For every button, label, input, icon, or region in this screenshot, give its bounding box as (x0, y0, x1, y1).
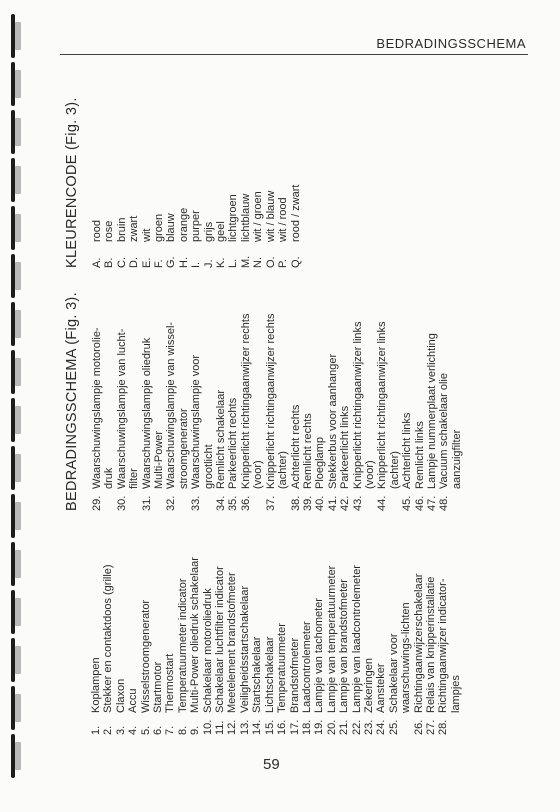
list-item (302, 313, 314, 511)
binding-ring (8, 638, 22, 682)
item-text: Waarschuwingslampje motorolie-druk (91, 327, 116, 489)
item-text: orange (177, 207, 190, 242)
item-number: 11. (214, 720, 227, 735)
item-text: Zekeringen (362, 657, 375, 713)
list-item (116, 313, 141, 511)
item-text: Lampje van temperatuurmeter (325, 565, 338, 713)
item-text: Knipperlicht richtingaanwijzer rechts (achter) (264, 313, 290, 489)
item-number: 39. (301, 495, 314, 511)
list-item (91, 313, 116, 511)
item-text: Richtingaanwijzerschakelaar (412, 573, 425, 713)
item-text: Aansteker (375, 663, 388, 713)
item-number: 3. (114, 725, 127, 735)
item-text: lichtblauw (239, 193, 252, 242)
list-item (252, 68, 264, 268)
list-item (203, 68, 215, 268)
item-number: A. (91, 257, 103, 268)
item-text: Knipperlicht richtingaanwijzer rechts (voor) (239, 313, 265, 489)
item-number: I. (190, 261, 203, 268)
item-text: Schakelaar voor waarschuwings-lichten (387, 602, 413, 713)
item-number: 12. (226, 719, 239, 735)
color-code-heading: KLEURENCODE (Fig. 3). (64, 97, 80, 268)
item-number: 7. (164, 725, 177, 735)
item-number: P. (277, 259, 290, 268)
list-item (313, 555, 325, 735)
item-text: Achterlicht links (401, 412, 414, 489)
binding-ring (8, 590, 22, 634)
item-number: 38. (289, 495, 302, 511)
spiral-binding (8, 0, 24, 812)
component-list-2-column (64, 292, 463, 511)
item-text: Knipperlicht richtingaanwijzer links (voor) (351, 321, 376, 489)
item-text: wit / rood (277, 197, 290, 242)
item-text: Startmotor (152, 661, 165, 713)
list-item (239, 555, 251, 735)
list-item (290, 68, 302, 268)
list-item (226, 555, 238, 735)
item-number: 4. (127, 725, 140, 735)
binding-ring (8, 398, 22, 442)
item-number: 30. (115, 495, 128, 511)
list-item (190, 313, 215, 511)
binding-ring (8, 542, 22, 586)
item-text: Ploeglamp (314, 437, 327, 489)
list-item (437, 555, 462, 735)
item-text: Claxon (114, 678, 127, 713)
list-item (215, 313, 227, 511)
item-number: M. (239, 255, 252, 268)
item-text: Remlicht rechts (301, 413, 314, 489)
item-number: 14. (251, 719, 264, 735)
item-text: Knipperlicht richtingaanwijzer links (achter) (376, 321, 401, 489)
item-number: 23. (362, 719, 375, 735)
item-number: 43. (351, 495, 364, 511)
list-item (326, 555, 338, 735)
color-code-column (64, 68, 302, 268)
component-list-2 (91, 313, 463, 511)
item-text: rood / zwart (289, 184, 302, 242)
item-text: lichtgroen (227, 194, 240, 242)
item-number: E. (140, 257, 153, 268)
list-item (289, 555, 301, 735)
item-text: blauw (165, 213, 178, 242)
color-code-list (91, 68, 302, 268)
item-text: Waarschuwingslampje voor grootlicht (190, 354, 215, 489)
item-text: Lampje van tachometer (313, 598, 326, 713)
binding-ring (8, 62, 22, 106)
item-number: 41. (326, 495, 339, 511)
list-item (276, 555, 288, 735)
list-item (413, 555, 425, 735)
list-item (189, 555, 201, 735)
binding-ring (8, 686, 22, 730)
item-number: 19. (313, 719, 326, 735)
item-text: Thermostart (164, 653, 177, 713)
item-number: Q. (289, 256, 302, 268)
item-text: Lampje van laadcontrolemeter (350, 565, 363, 713)
binding-ring (8, 206, 22, 250)
item-number: 27. (424, 719, 437, 735)
item-text: Brandstofmeter (288, 637, 301, 713)
item-text: zwart (128, 215, 141, 242)
item-text: Waarschuwingslampje van wissel-stroomgenerator (165, 321, 190, 489)
item-number: 47. (425, 495, 438, 511)
wiring-diagram-heading: BEDRADINGSSCHEMA (Fig. 3). (64, 292, 80, 511)
item-number: K. (215, 257, 228, 268)
list-item (116, 68, 128, 268)
list-item (265, 313, 290, 511)
list-item (178, 68, 190, 268)
item-text: Remlicht links (413, 421, 426, 489)
list-item (103, 68, 115, 268)
item-number: 34. (215, 495, 228, 511)
list-item (153, 68, 165, 268)
item-text: Koplampen (90, 657, 102, 713)
item-text: geel (215, 221, 228, 242)
list-item (251, 555, 263, 735)
list-item (165, 68, 177, 268)
list-item (401, 313, 413, 511)
item-text: Lampje nummerplaat verlichting (425, 333, 438, 489)
item-number: 42. (339, 495, 352, 511)
list-item (127, 555, 139, 735)
item-text: Meetelement brandstofmeter (226, 572, 239, 713)
item-text: Accu (127, 688, 140, 713)
item-number: 46. (413, 495, 426, 511)
list-item (301, 555, 313, 735)
item-number: 25. (387, 719, 400, 735)
list-item (327, 313, 339, 511)
item-number: 2. (102, 725, 115, 735)
item-number: 9. (189, 725, 202, 735)
item-number: 10. (201, 719, 214, 735)
item-text: wit / blauw (264, 190, 277, 242)
list-item (375, 555, 387, 735)
item-text: Startschakelaar (251, 636, 264, 713)
list-item (215, 68, 227, 268)
item-text: bruin (115, 217, 128, 242)
binding-ring (8, 302, 22, 346)
item-number: 8. (176, 725, 189, 735)
item-text: Wisselstroomgenerator (139, 599, 152, 713)
item-number: 15. (263, 719, 276, 735)
list-item (265, 68, 277, 268)
item-number: 20. (325, 719, 338, 735)
item-text: Vacuum schakelaar olie aanzuigfilter (438, 373, 463, 489)
item-number: 29. (91, 495, 103, 511)
item-text: rose (103, 220, 116, 242)
item-number: 35. (227, 495, 240, 511)
list-item (115, 555, 127, 735)
list-item (202, 555, 214, 735)
header-rule (60, 54, 528, 55)
binding-ring (8, 158, 22, 202)
item-text: grijs (202, 221, 215, 242)
binding-ring (8, 350, 22, 394)
list-item (141, 68, 153, 268)
item-text: Waarschuwingslampje oliedruk Multi-Power (140, 337, 166, 489)
item-number: 6. (152, 725, 165, 735)
item-text: Relais van knipperinstallatie (424, 576, 437, 713)
list-item (290, 313, 302, 511)
item-text: Parkeerlicht rechts (227, 397, 240, 489)
item-number: C. (115, 257, 128, 268)
item-text: Veiligheidsstartschakelaar (238, 585, 251, 713)
binding-ring (8, 14, 22, 58)
binding-ring (8, 446, 22, 490)
item-number: 17. (288, 719, 301, 735)
binding-ring (8, 734, 22, 778)
item-number: 22. (350, 719, 363, 735)
item-number: 36. (239, 495, 252, 511)
item-text: Lampje van brandstofmeter (338, 579, 351, 713)
item-number: B. (103, 257, 116, 268)
list-item (388, 555, 413, 735)
list-item (240, 313, 265, 511)
item-text: Stekkerbus voor aanhanger (326, 353, 339, 489)
item-text: Stekker en contaktdoos (grille) (102, 564, 115, 713)
item-number: 31. (140, 495, 153, 511)
item-number: N. (252, 257, 265, 268)
item-number: 33. (190, 495, 203, 511)
item-number: 37. (264, 495, 277, 511)
list-item (264, 555, 276, 735)
list-item (339, 313, 351, 511)
list-item (214, 555, 226, 735)
list-item (351, 555, 363, 735)
item-number: 1. (90, 725, 102, 735)
item-text: Schakelaar motoroliedruk (201, 588, 214, 713)
item-number: L. (227, 258, 240, 268)
list-item (425, 555, 437, 735)
page-number: 59 (263, 756, 280, 773)
item-number: 13. (238, 719, 251, 735)
list-item (363, 555, 375, 735)
list-item (314, 313, 326, 511)
item-number: 28. (437, 719, 450, 735)
item-text: Laadcontrolemeter (300, 621, 313, 713)
list-item (190, 68, 202, 268)
list-item (376, 313, 401, 511)
list-item (164, 555, 176, 735)
list-item (277, 68, 289, 268)
list-item (91, 68, 103, 268)
list-item (338, 555, 350, 735)
list-item (152, 555, 164, 735)
page-header-title: BEDRADINGSSCHEMA (376, 36, 526, 51)
item-text: wit (140, 228, 153, 242)
binding-ring (8, 254, 22, 298)
binding-ring (8, 494, 22, 538)
item-number: F. (153, 259, 166, 268)
item-number: 32. (165, 495, 178, 511)
list-item (128, 68, 140, 268)
item-number: G. (165, 256, 178, 268)
item-number: 44. (376, 495, 389, 511)
list-item (414, 313, 426, 511)
item-text: groen (153, 213, 166, 242)
item-number: 16. (276, 719, 289, 735)
list-item (177, 555, 189, 735)
list-item (165, 313, 190, 511)
list-item (240, 68, 252, 268)
item-text: Lichtschakelaar (263, 636, 276, 713)
list-item (141, 313, 166, 511)
item-number: H. (177, 257, 190, 268)
list-item (438, 313, 463, 511)
item-number: D. (128, 257, 141, 268)
item-text: Richtingaanwijzer indicator-lampjes (437, 578, 462, 713)
item-number: 21. (338, 719, 351, 735)
rotated-content (64, 65, 530, 735)
item-text: Multi-Power oliedruk schakelaar (189, 557, 202, 713)
item-number: J. (202, 259, 215, 268)
list-item (102, 555, 114, 735)
item-text: Temperatuurmeter indicator (176, 578, 189, 713)
item-number: 48. (438, 495, 451, 511)
item-text: wit / groen (252, 191, 265, 242)
list-item (352, 313, 377, 511)
item-number: 24. (375, 719, 388, 735)
item-number: O. (264, 256, 277, 268)
item-text: rood (91, 219, 103, 242)
list-item (426, 313, 438, 511)
item-number: 26. (412, 719, 425, 735)
list-item (140, 555, 152, 735)
item-number: 5. (139, 725, 152, 735)
binding-ring (8, 110, 22, 154)
item-number: 40. (314, 495, 327, 511)
list-item (90, 555, 102, 735)
item-number: 45. (401, 495, 414, 511)
item-text: purper (190, 210, 203, 242)
item-text: Remlicht schakelaar (215, 389, 228, 489)
item-text: Achterlicht rechts (289, 404, 302, 489)
list-item (227, 68, 239, 268)
item-text: Waarschuwingslampje van lucht-filter (115, 328, 141, 489)
component-list-1 (90, 555, 462, 735)
list-item (227, 313, 239, 511)
item-text: Parkeerlicht links (339, 405, 352, 489)
item-text: Temperatuurmeter (276, 623, 289, 713)
item-number: 18. (300, 719, 313, 735)
item-text: Schakelaar luchtfilter indicator (214, 566, 227, 713)
